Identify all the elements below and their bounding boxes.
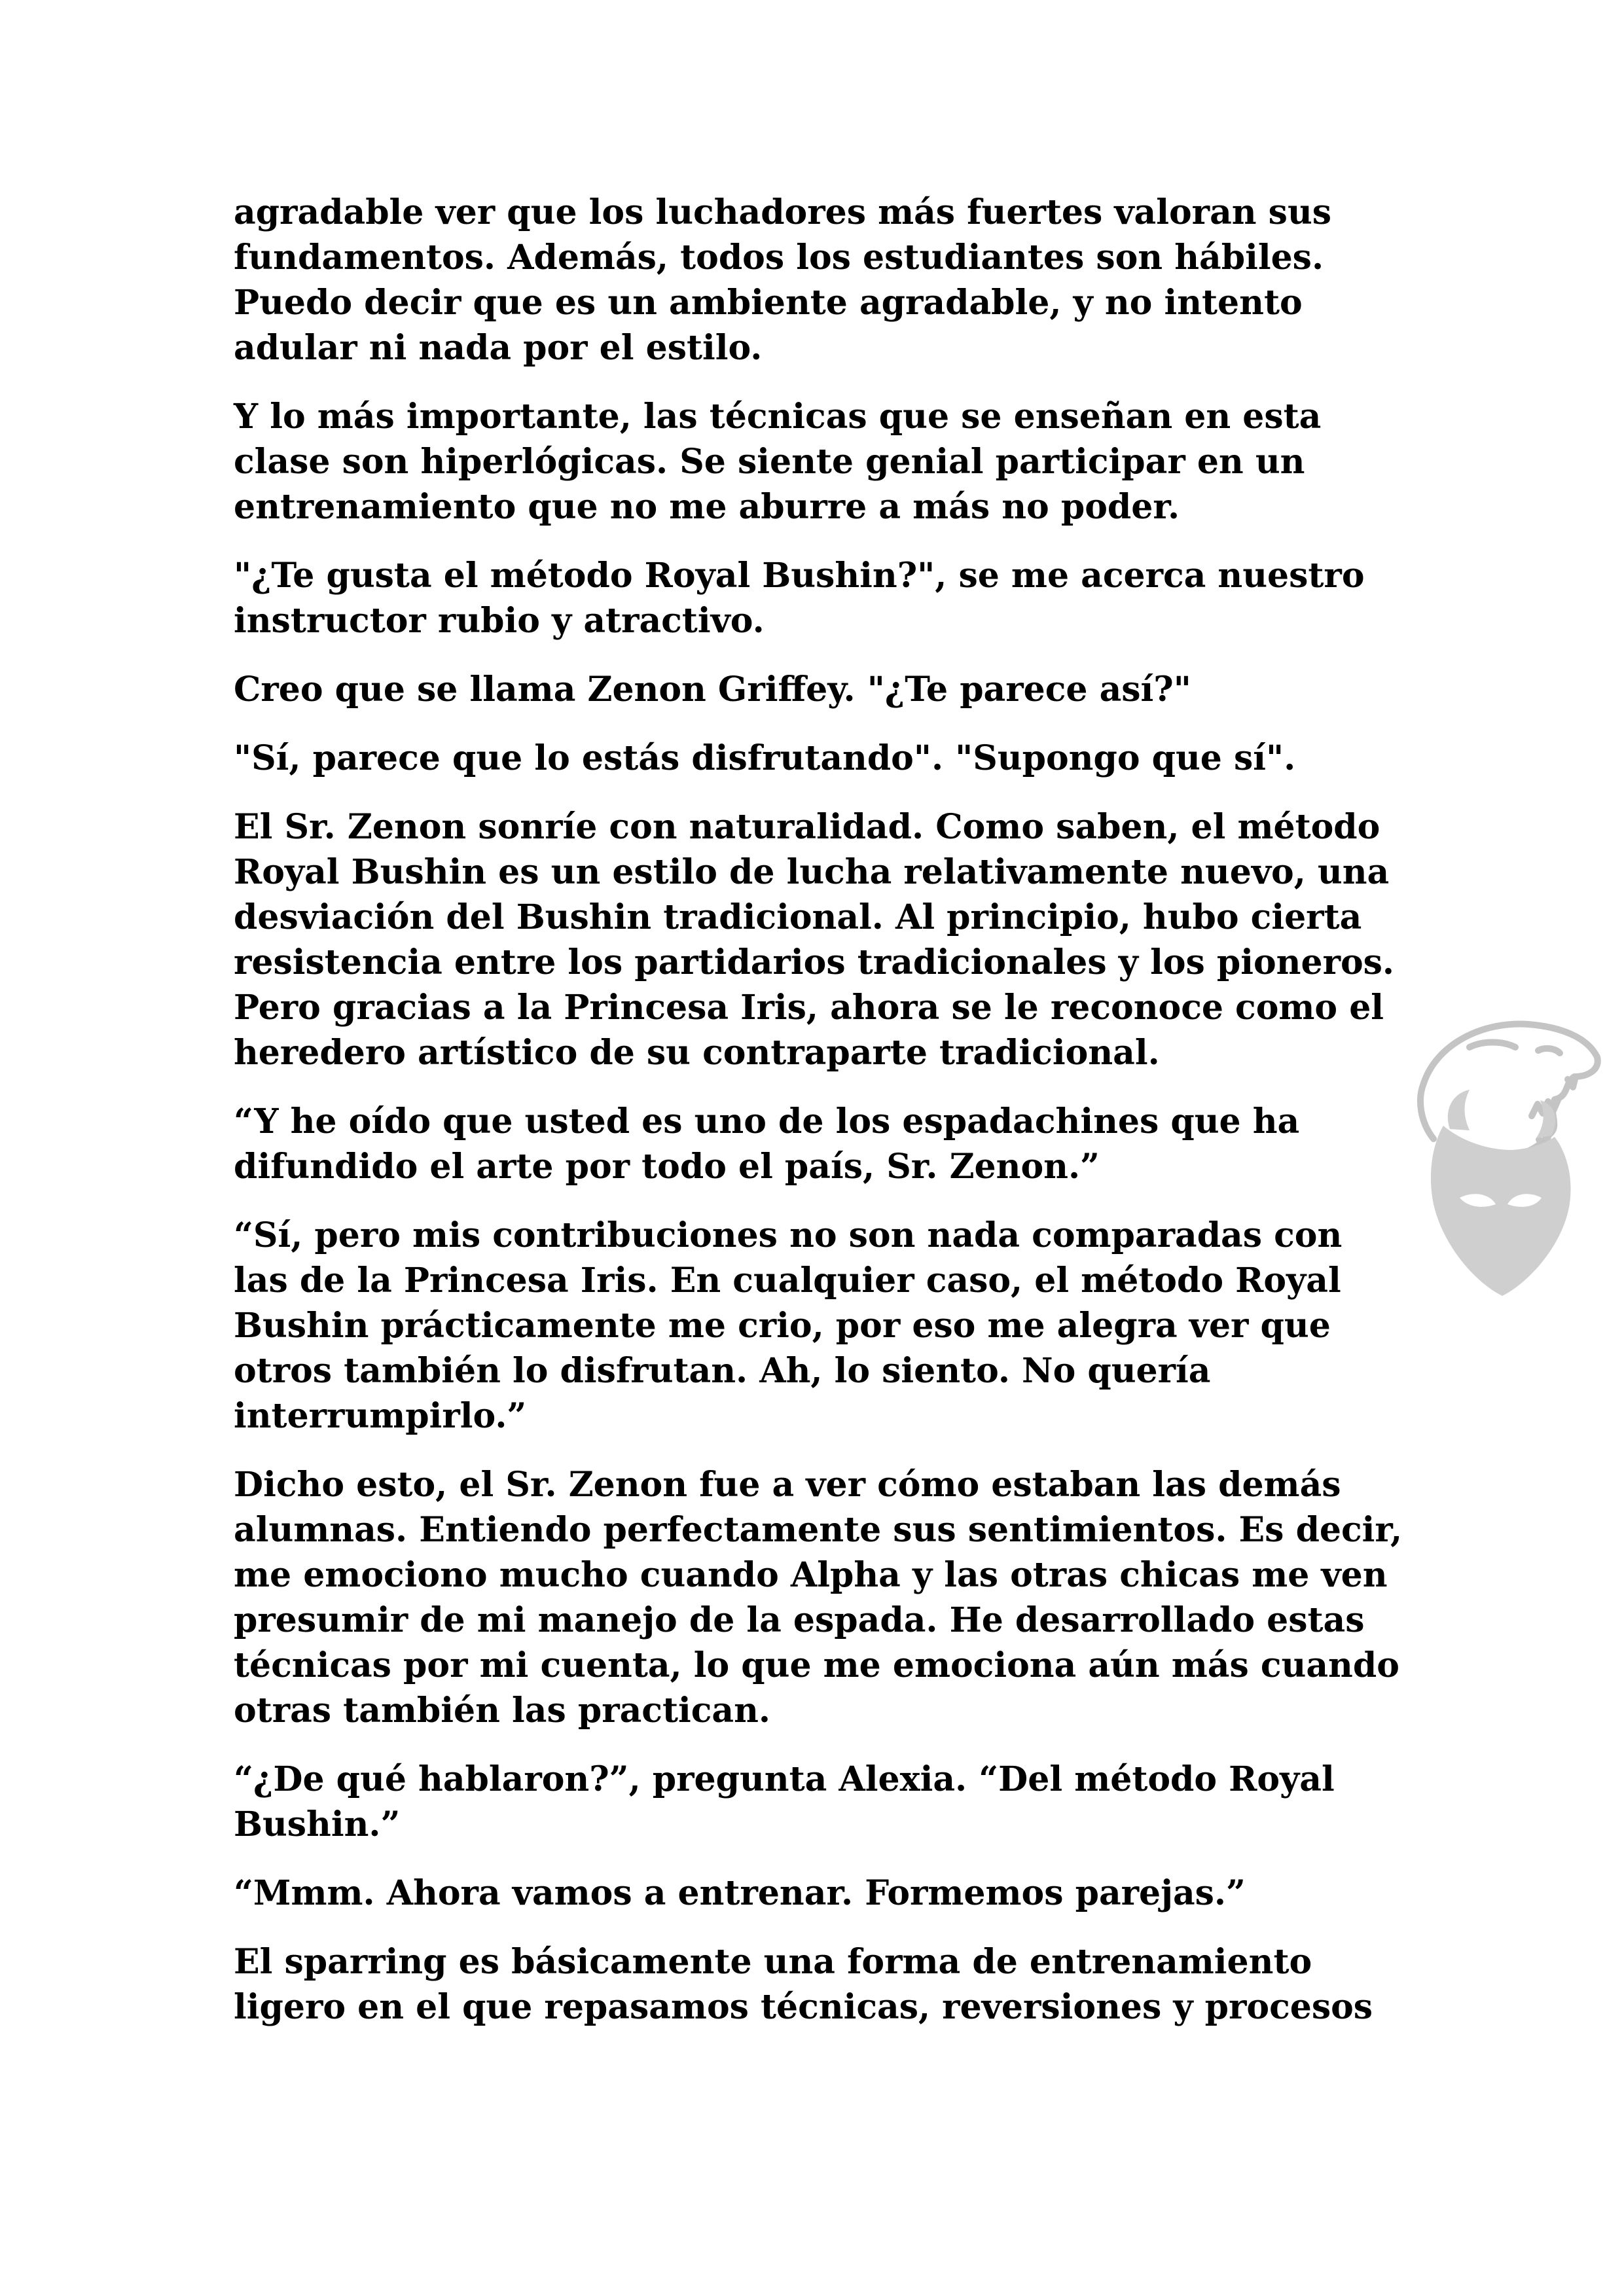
paragraph-1: agradable ver que los luchadores más fuertes valoran sus fundamentos. Además, todos los estudiantes son hábiles. Puedo decir que es un ambiente agradable, y no intento adular ni nada por el estilo. <box>234 192 1332 368</box>
paragraph-2: Y lo más importante, las técnicas que se enseñan en esta clase son hiperlógicas. Se siente genial participar en un entrenamiento que no me aburre a más no poder. <box>234 397 1322 527</box>
paragraph-10: “¿De qué hablaron?”, pregunta Alexia. “Del método Royal Bushin.” <box>234 1759 1335 1844</box>
paragraph-3: "¿Te gusta el método Royal Bushin?", se me acerca nuestro instructor rubio y atractivo. <box>234 556 1365 641</box>
paragraph-9: Dicho esto, el Sr. Zenon fue a ver cómo estaban las demás alumnas. Entiendo perfectamente sus sentimientos. Es decir, me emociono mucho cuando Alpha y las otras chicas me ven presumir de mi manejo de la espada. He desarrollado estas técnicas por mi cuenta, lo que me emociona aún más cuando otras también las practican. <box>234 1465 1403 1731</box>
dinosaur-skull-logo-icon <box>1398 985 1620 1312</box>
paragraph-6: El Sr. Zenon sonríe con naturalidad. Como saben, el método Royal Bushin es un estilo de lucha relativamente nuevo, una desviación del Bushin tradicional. Al principio, hubo cierta resistencia entre los partidarios tradicionales y los pioneros. Pero gracias a la Princesa Iris, ahora se le reconoce como el heredero artístico de su contraparte tradicional. <box>234 807 1395 1073</box>
paragraph-5: "Sí, parece que lo estás disfrutando". "Supongo que sí". <box>234 738 1296 778</box>
paragraph-7: “Y he oído que usted es uno de los espadachines que ha difundido el arte por todo el país, Sr. Zenon.” <box>234 1102 1300 1187</box>
paragraph-12: El sparring es básicamente una forma de entrenamiento ligero en el que repasamos técnicas, reversiones y procesos <box>234 1942 1373 2027</box>
paragraph-8: “Sí, pero mis contribuciones no son nada comparadas con las de la Princesa Iris. En cualquier caso, el método Royal Bushin prácticamente me crio, por eso me alegra ver que otros también lo disfrutan. Ah, lo siento. No quería interrumpirlo.” <box>234 1215 1343 1436</box>
paragraph-11: “Mmm. Ahora vamos a entrenar. Formemos parejas.” <box>234 1873 1246 1913</box>
paragraph-4: Creo que se llama Zenon Griffey. "¿Te parece así?" <box>234 670 1191 709</box>
body-text <box>234 190 1405 2053</box>
